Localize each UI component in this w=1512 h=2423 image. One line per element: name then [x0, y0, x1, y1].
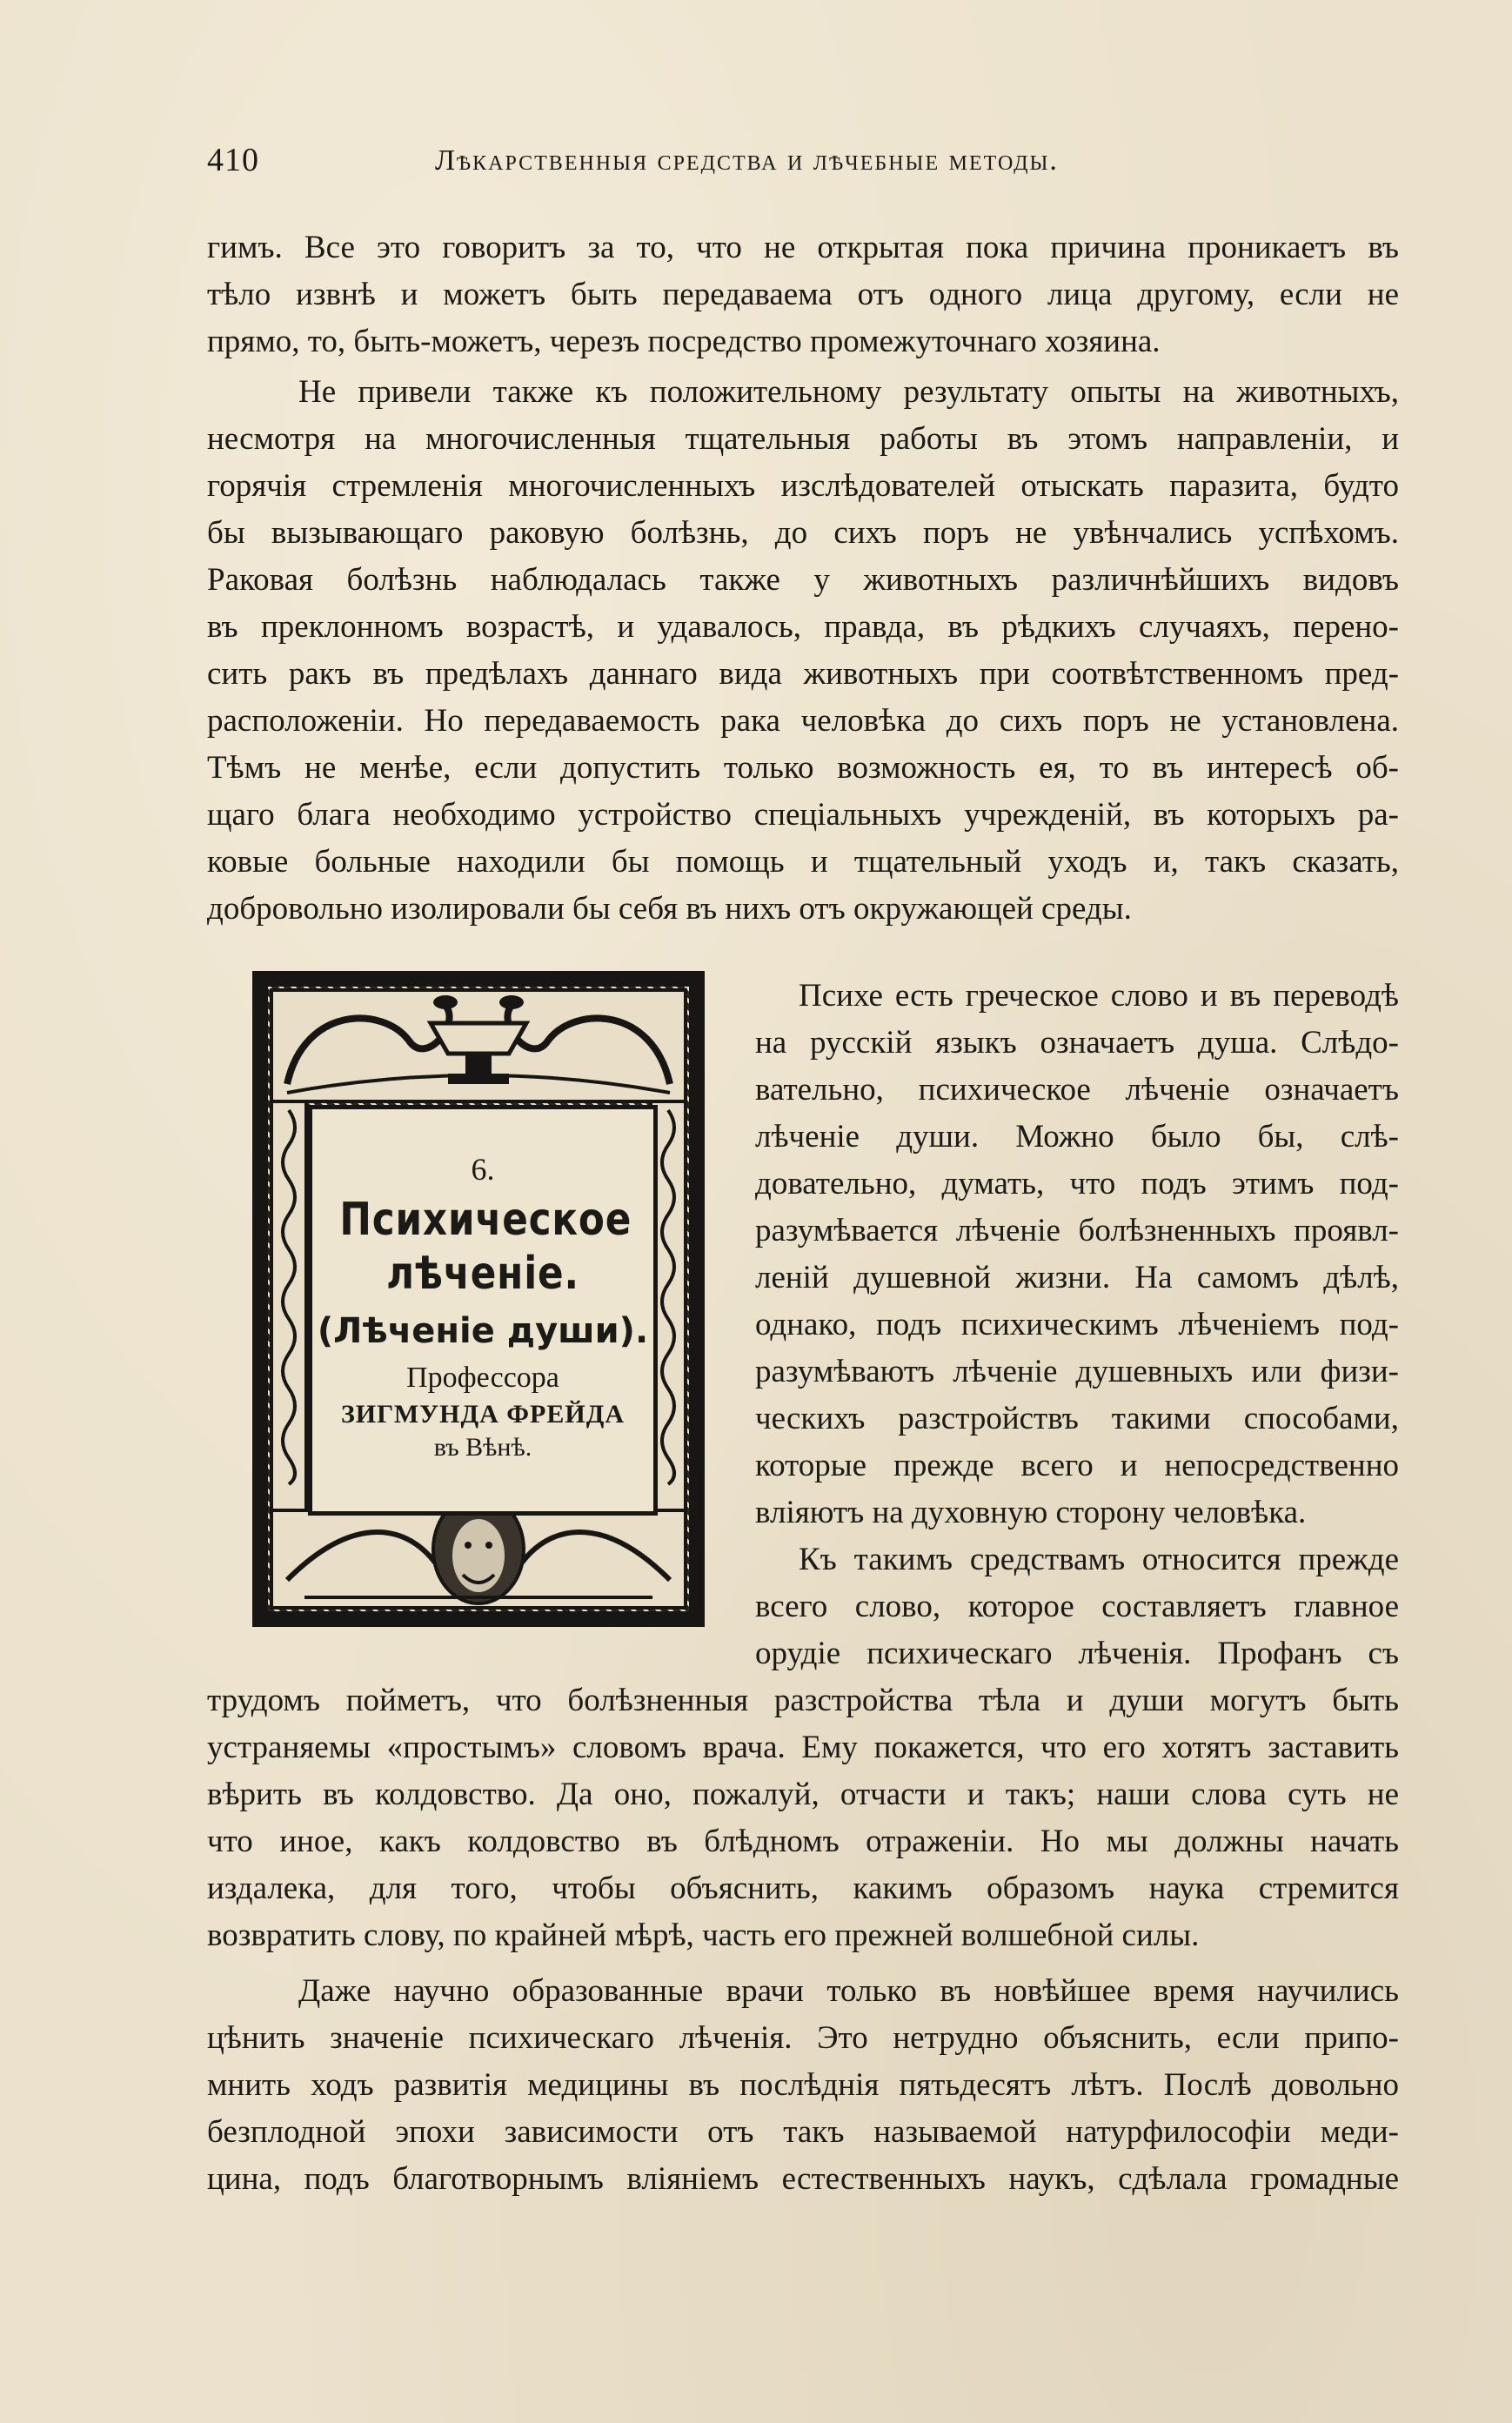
text-line: орудіе психическаго лѣченія. Профанъ съ: [755, 1636, 1399, 1671]
text-line: расположеніи. Но передаваемость рака человѣка до сихъ поръ не установлена.: [207, 703, 1399, 739]
plate-title: [339, 1193, 632, 1301]
plate-text-panel: [308, 1105, 658, 1516]
text-line: Не привели также къ положительному результату опыты на животныхъ,: [298, 374, 1399, 410]
text-line: однако, подъ психическимъ лѣченіемъ под-: [755, 1307, 1399, 1342]
text-line: щаго блага необходимо устройство спеціальныхъ учрежденій, въ которыхъ ра-: [207, 797, 1399, 833]
plate-title-line: Психическое: [339, 1194, 632, 1246]
text-line: мнить ходъ развитія медицины въ послѣднія пятьдесятъ лѣтъ. Послѣ довольно: [207, 2067, 1399, 2103]
text-line: безплодной эпохи зависимости отъ такъ называемой натурфилософіи меди-: [207, 2114, 1399, 2150]
text-line: разумѣваютъ лѣченіе душевныхъ или физи-: [755, 1354, 1399, 1389]
ornamental-title-plate: [252, 971, 705, 1627]
text-line: Къ такимъ средствамъ относится прежде: [799, 1542, 1399, 1577]
text-line: возвратить слову, по крайней мѣрѣ, часть его прежней волшебной силы.: [207, 1918, 1200, 1953]
text-line: вѣрить въ колдовство. Да оно, пожалуй, отчасти и такъ; наши слова суть не: [207, 1777, 1399, 1812]
text-line: лѣченіе души. Можно было бы, слѣ-: [755, 1119, 1399, 1155]
text-line: трудомъ пойметъ, что болѣзненныя разстройства тѣла и души могутъ быть: [207, 1683, 1399, 1718]
text-line: ковые больные находили бы помощь и тщательный уходъ и, такъ сказать,: [207, 844, 1399, 880]
text-line: которые прежде всего и непосредственно: [755, 1448, 1399, 1483]
text-line: издалека, для того, чтобы объяснить, какимъ образомъ наука стремится: [207, 1871, 1399, 1906]
text-line: Тѣмъ не менѣе, если допустить только возможность ея, то въ интересѣ об-: [207, 750, 1399, 786]
text-line: вательно, психическое лѣченіе означаетъ: [755, 1072, 1399, 1108]
plate-city: въ Вѣнѣ.: [433, 1433, 532, 1462]
plate-subtitle: (Лѣченіе души).: [317, 1311, 649, 1351]
plate-professor: Профессора: [406, 1362, 559, 1394]
text-line: Раковая болѣзнь наблюдалась также у животныхъ различнѣйшихъ видовъ: [207, 562, 1399, 598]
text-line: сить ракъ въ предѣлахъ даннаго вида животныхъ при соотвѣтственномъ пред-: [207, 656, 1399, 692]
text-line: на русскій языкъ означаетъ душа. Слѣдо-: [755, 1025, 1399, 1061]
text-line: устраняемы «простымъ» словомъ врача. Ему покажется, что его хотятъ заставить: [207, 1730, 1399, 1765]
text-line: Психе есть греческое слово и въ переводѣ: [799, 978, 1399, 1014]
page-number: 410: [207, 142, 259, 178]
plate-title-line: лѣченіе.: [386, 1248, 579, 1300]
text-line: что иное, какъ колдовство въ блѣдномъ отраженіи. Но мы должны начать: [207, 1824, 1399, 1859]
text-line: въ преклонномъ возрастѣ, и удавалось, правда, въ рѣдкихъ случаяхъ, перено-: [207, 609, 1399, 645]
text-line: довательно, думать, что подъ этимъ под-: [755, 1166, 1399, 1201]
text-line: горячія стремленія многочисленныхъ изслѣдователей отыскать паразита, будто: [207, 468, 1399, 504]
plate-number: 6.: [471, 1152, 495, 1187]
text-line: прямо, то, быть-можетъ, черезъ посредство промежуточнаго хозяина.: [207, 324, 1161, 359]
text-line: леній душевной жизни. На самомъ дѣлѣ,: [755, 1260, 1399, 1295]
text-line: Даже научно образованные врачи только въ новѣйшее время научились: [298, 1973, 1399, 2009]
text-line: бы вызывающаго раковую болѣзнь, до сихъ поръ не увѣнчались успѣхомъ.: [207, 515, 1399, 551]
text-line: цѣнить значеніе психическаго лѣченія. Это нетрудно объяснить, если припо-: [207, 2020, 1399, 2056]
text-line: тѣло извнѣ и можетъ быть передаваема отъ одного лица другому, если не: [207, 277, 1399, 312]
text-line: ческихъ разстройствъ такими способами,: [755, 1401, 1399, 1436]
text-line: гимъ. Все это говоритъ за то, что не открытая пока причина проникаетъ въ: [207, 230, 1399, 265]
text-line: всего слово, которое составляетъ главное: [755, 1589, 1399, 1624]
text-line: разумѣвается лѣченіе болѣзненныхъ проявл-: [755, 1213, 1399, 1248]
text-line: добровольно изолировали бы себя въ нихъ отъ окружающей среды.: [207, 891, 1132, 927]
text-line: вліяютъ на духовную сторону человѣка.: [755, 1495, 1307, 1530]
plate-author-name: ЗИГМУНДА ФРЕЙДА: [340, 1400, 626, 1429]
text-line: несмотря на многочисленныя тщательныя работы въ этомъ направленіи, и: [207, 421, 1399, 457]
running-title: Лѣкарственныя средства и лѣчебные методы.: [435, 144, 1059, 177]
text-line: цина, подъ благотворнымъ вліяніемъ естественныхъ наукъ, сдѣлала громадные: [207, 2161, 1399, 2197]
